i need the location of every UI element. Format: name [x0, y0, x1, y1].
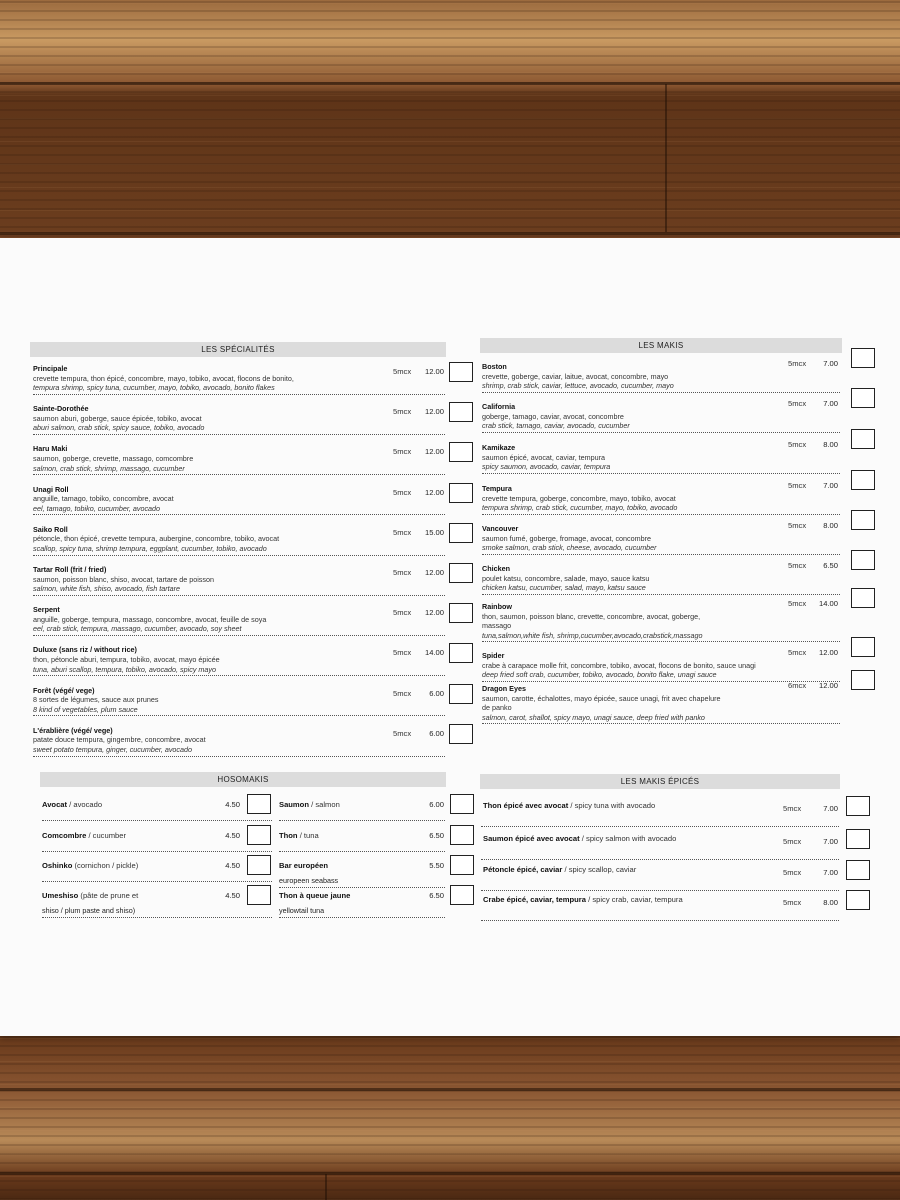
order-quantity-box[interactable]: [449, 603, 473, 623]
item-description-en: 8 kind of vegetables, plum sauce: [33, 704, 138, 714]
item-price: 15.00: [424, 527, 444, 537]
order-quantity-box[interactable]: [846, 796, 870, 816]
item-price: 7.00: [823, 399, 838, 408]
item-name: Comcombre: [42, 831, 87, 840]
floor-seam: [665, 84, 667, 232]
menu-item: [33, 686, 445, 715]
order-quantity-box[interactable]: [247, 855, 271, 875]
item-price: 6.50: [429, 831, 444, 840]
dotted-divider: [481, 890, 839, 891]
item-pieces: 5mcx: [788, 359, 807, 368]
order-quantity-box[interactable]: [449, 362, 473, 382]
item-price: 8.00: [823, 440, 838, 449]
item-price: 4.50: [225, 800, 240, 809]
item-pieces: 5mcx: [788, 521, 807, 530]
item-price: 8.00: [823, 898, 838, 907]
dotted-divider: [482, 392, 840, 393]
order-quantity-box[interactable]: [449, 563, 473, 583]
dotted-divider: [279, 887, 445, 888]
menu-item: [33, 645, 445, 674]
order-quantity-box[interactable]: [450, 825, 474, 845]
item-name: L'érablière (végé/ vege): [33, 725, 113, 735]
spicy-maki-item: [483, 865, 636, 874]
item-translation: shiso / plum paste and shiso): [42, 906, 136, 915]
item-description-fr: saumon aburi, goberge, sauce épicée, tobiko, avocat: [33, 413, 202, 423]
item-description-en: sweet potato tempura, ginger, cucumber, avocado: [33, 744, 193, 754]
item-name: Boston: [482, 362, 507, 371]
dotted-divider: [33, 635, 445, 636]
item-description-fr: saumon, carotte, échalottes, mayo épicée, sauce unagi, frit avec chapelure: [482, 693, 721, 703]
spicy-maki-item: [483, 834, 676, 843]
item-price: 7.00: [823, 868, 838, 877]
item-name: Thon à queue jaune: [279, 891, 351, 900]
order-quantity-box[interactable]: [851, 470, 875, 490]
item-translation: (pâte de prune et: [80, 891, 139, 900]
order-quantity-box[interactable]: [851, 348, 875, 368]
menu-item: [482, 443, 840, 472]
item-pieces: 5mcx: [393, 688, 412, 698]
order-quantity-box[interactable]: [450, 885, 474, 905]
section-title-makis: LES MAKIS: [480, 338, 842, 353]
hosomaki-item: [42, 800, 102, 809]
item-price: 4.50: [225, 891, 240, 900]
spicy-maki-item: [483, 895, 683, 904]
item-pieces: 5mcx: [783, 837, 802, 846]
order-quantity-box[interactable]: [449, 684, 473, 704]
order-quantity-box[interactable]: [450, 794, 474, 814]
item-name: Unagi Roll: [33, 484, 69, 494]
item-pieces: 5mcx: [393, 608, 412, 618]
item-pieces: 5mcx: [783, 868, 802, 877]
item-name: Spider: [482, 651, 505, 660]
section-title-makis-epices: LES MAKIS ÉPICÉS: [480, 774, 840, 789]
menu-item: [482, 602, 840, 640]
order-quantity-box[interactable]: [851, 637, 875, 657]
order-quantity-box[interactable]: [449, 643, 473, 663]
item-description-en: spicy saumon, avocado, caviar, tempura: [482, 462, 611, 472]
item-price: 14.00: [424, 648, 444, 658]
menu-item: [482, 564, 840, 593]
dotted-divider: [279, 851, 445, 852]
item-pieces: 5mcx: [788, 648, 807, 657]
item-price: 7.00: [823, 481, 838, 490]
item-name: Forêt (végé/ vege): [33, 685, 95, 695]
menu-item: [482, 524, 840, 553]
dotted-divider: [33, 394, 445, 395]
item-price: 5.50: [429, 861, 444, 870]
item-pieces: 5mcx: [788, 599, 807, 608]
order-quantity-box[interactable]: [247, 885, 271, 905]
order-quantity-box[interactable]: [247, 825, 271, 845]
dotted-divider: [481, 920, 839, 921]
menu-item: [33, 525, 445, 554]
item-price: 12.00: [424, 568, 444, 577]
item-price: 6.00: [429, 728, 444, 738]
menu-item: [33, 726, 445, 755]
floor-seam: [325, 1174, 327, 1200]
item-price: 6.50: [823, 561, 838, 570]
item-description-fr: saumon, goberge, crevette, massago, comcombre: [33, 453, 194, 463]
menu-item: [482, 684, 840, 722]
hosomaki-item: [279, 861, 328, 870]
item-description-en: salmon, crab stick, shrimp, massago, cucumber: [33, 463, 185, 473]
dotted-divider: [279, 917, 445, 918]
order-quantity-box[interactable]: [449, 724, 473, 744]
item-description-fr: anguille, tamago, tobiko, concombre, avocat: [33, 494, 174, 504]
menu-item: [33, 404, 445, 433]
order-quantity-box[interactable]: [846, 890, 870, 910]
dotted-divider: [482, 723, 840, 724]
item-pieces: 5mcx: [393, 487, 412, 497]
menu-sheet: [0, 238, 900, 1036]
hosomaki-item: [42, 831, 126, 840]
item-description-en: tuna,salmon,white fish, shrimp,cucumber,avocado,crabstick,massago: [482, 630, 703, 640]
item-description-en: smoke salmon, crab stick, cheese, avocado, cucumber: [482, 543, 657, 553]
item-pieces: 6mcx: [788, 681, 807, 690]
order-quantity-box[interactable]: [449, 442, 473, 462]
item-name: California: [482, 402, 516, 411]
order-quantity-box[interactable]: [449, 523, 473, 543]
hosomaki-item: [279, 891, 350, 900]
item-pieces: 5mcx: [393, 447, 412, 457]
item-translation: / spicy scallop, caviar: [564, 865, 637, 874]
item-price: 12.00: [818, 681, 838, 690]
item-translation: (cornichon / pickle): [74, 861, 139, 870]
dotted-divider: [482, 641, 840, 642]
dotted-divider: [33, 715, 445, 716]
item-description-fr: massago: [482, 621, 512, 631]
item-pieces: 5mcx: [393, 527, 412, 537]
order-quantity-box[interactable]: [851, 429, 875, 449]
item-name: Oshinko: [42, 861, 73, 870]
dotted-divider: [42, 851, 272, 852]
dotted-divider: [482, 594, 840, 595]
menu-item: [33, 485, 445, 514]
section-title-specialites: LES SPÉCIALITÉS: [30, 342, 446, 357]
dotted-divider: [482, 554, 840, 555]
item-description-en: scallop, spicy tuna, shrimp tempura, eggplant, cucumber, tobiko, avocado: [33, 543, 267, 553]
dotted-divider: [279, 820, 445, 821]
dotted-divider: [482, 681, 840, 682]
item-name: Principale: [33, 364, 68, 373]
item-price: 7.00: [823, 804, 838, 813]
item-name: Saumon: [279, 800, 309, 809]
item-description-en: salmon, white fish, shiso, avocado, fish tartare: [33, 584, 181, 594]
item-description-en: tempura shrimp, crab stick, cucumber, mayo, tobiko, avocado: [482, 503, 678, 513]
hosomaki-item: [42, 891, 138, 900]
item-pieces: 5mcx: [788, 399, 807, 408]
order-quantity-box[interactable]: [247, 794, 271, 814]
item-description-fr: crevette tempura, goberge, concombre, mayo, tobiko, avocat: [482, 493, 676, 503]
item-name: Chicken: [482, 564, 510, 573]
menu-item: [33, 444, 445, 473]
dotted-divider: [42, 820, 272, 821]
dotted-divider: [33, 514, 445, 515]
item-description-fr: saumon fumé, goberge, fromage, avocat, concombre: [482, 533, 651, 543]
dotted-divider: [33, 595, 445, 596]
menu-item: [33, 565, 445, 594]
item-price: 12.00: [424, 447, 444, 457]
menu-item: [482, 484, 840, 513]
item-name: Saumon épicé avec avocat: [483, 834, 580, 843]
dotted-divider: [482, 432, 840, 433]
dotted-divider: [33, 675, 445, 676]
item-price: 4.50: [225, 831, 240, 840]
item-price: 14.00: [818, 599, 838, 608]
order-quantity-box[interactable]: [449, 402, 473, 422]
hosomaki-item: [42, 861, 138, 870]
order-quantity-box[interactable]: [851, 588, 875, 608]
item-name: Crabe épicé, caviar, tempura: [483, 895, 586, 904]
menu-item: [33, 605, 445, 634]
item-pieces: 5mcx: [783, 804, 802, 813]
item-price: 6.50: [429, 891, 444, 900]
order-quantity-box[interactable]: [851, 670, 875, 690]
item-pieces: 5mcx: [783, 898, 802, 907]
item-translation: / spicy tuna with avocado: [570, 801, 656, 810]
item-description-en: tuna, aburi scallop, tempura, tobiko, avocado, spicy mayo: [33, 664, 216, 674]
item-description-fr: crabe à carapace molle frit, concombre, tobiko, avocat, flocons de bonito, sauce unagi: [482, 660, 756, 670]
menu-item: [482, 651, 840, 680]
floor-seam: [0, 232, 900, 235]
item-description-fr: 8 sortes de légumes, sauce aux prunes: [33, 695, 159, 705]
item-description-fr: pétoncle, thon épicé, crevette tempura, aubergine, concombre, tobiko, avocat: [33, 534, 280, 544]
item-description-fr: thon, saumon, poisson blanc, crevette, concombre, avocat, goberge,: [482, 611, 701, 621]
floor-seam: [0, 1088, 900, 1091]
item-description-fr: patate douce tempura, gingembre, concombre, avocat: [33, 735, 206, 745]
item-description-en: tempura shrimp, spicy tuna, cucumber, mayo, tobiko, avocado, bonito flakes: [33, 383, 275, 393]
order-quantity-box[interactable]: [846, 860, 870, 880]
dotted-divider: [33, 474, 445, 475]
item-price: 12.00: [424, 407, 444, 417]
item-name: Vancouver: [482, 524, 519, 533]
item-pieces: 5mcx: [788, 481, 807, 490]
item-name: Bar européen: [279, 861, 328, 870]
item-pieces: 5mcx: [393, 568, 412, 577]
item-name: Umeshiso: [42, 891, 79, 900]
item-description-en: aburi salmon, crab stick, spicy sauce, tobiko, avocado: [33, 423, 205, 433]
item-price: 12.00: [424, 608, 444, 618]
menu-item: [482, 402, 840, 431]
item-description-fr: poulet katsu, concombre, salade, mayo, sauce katsu: [482, 573, 650, 583]
item-name: Thon: [279, 831, 298, 840]
item-pieces: 5mcx: [393, 367, 412, 376]
item-name: Serpent: [33, 605, 60, 615]
hosomaki-item: [279, 800, 340, 809]
item-name: Tempura: [482, 484, 512, 493]
dotted-divider: [42, 917, 272, 918]
dotted-divider: [33, 555, 445, 556]
item-description-en: shrimp, crab stick, caviar, lettuce, avocado, cucumber, mayo: [482, 381, 674, 391]
menu-item: [33, 364, 445, 393]
item-description-en: deep fried soft crab, cucumber, tobiko, avocado, bonito flake, unagi sauce: [482, 670, 717, 680]
item-translation: / avocado: [69, 800, 103, 809]
item-name: Saiko Roll: [33, 524, 68, 534]
dotted-divider: [33, 434, 445, 435]
item-translation: / salmon: [311, 800, 340, 809]
item-price: 12.00: [424, 487, 444, 497]
menu-item: [482, 362, 840, 391]
item-pieces: 5mcx: [788, 440, 807, 449]
item-translation: / spicy salmon with avocado: [581, 834, 677, 843]
item-name: Kamikaze: [482, 443, 516, 452]
item-price: 4.50: [225, 861, 240, 870]
item-description-en: salmon, carot, shallot, spicy mayo, unagi sauce, deep fried with panko: [482, 712, 705, 722]
item-price: 7.00: [823, 359, 838, 368]
item-price: 6.00: [429, 688, 444, 698]
item-name: Tartar Roll (frit / fried): [33, 565, 107, 574]
order-quantity-box[interactable]: [851, 510, 875, 530]
dotted-divider: [482, 514, 840, 515]
order-quantity-box[interactable]: [851, 550, 875, 570]
order-quantity-box[interactable]: [450, 855, 474, 875]
item-name: Duluxe (sans riz / without rice): [33, 645, 137, 655]
item-translation: yellowtail tuna: [279, 906, 325, 915]
item-description-fr: goberge, tamago, caviar, avocat, concombre: [482, 411, 624, 421]
dotted-divider: [481, 859, 839, 860]
item-pieces: 5mcx: [393, 728, 412, 738]
item-translation: / spicy crab, caviar, tempura: [588, 895, 683, 904]
item-translation: / tuna: [299, 831, 319, 840]
item-name: Pétoncle épicé, caviar: [483, 865, 563, 874]
item-price: 12.00: [424, 367, 444, 376]
item-translation: / cucumber: [88, 831, 126, 840]
item-description-fr: anguille, goberge, tempura, massago, concombre, avocat, feuille de soya: [33, 614, 267, 624]
item-name: Avocat: [42, 800, 68, 809]
item-translation: europeen seabass: [279, 876, 339, 885]
floor-seam: [0, 1172, 900, 1175]
item-name: Dragon Eyes: [482, 684, 526, 693]
item-description-fr: crevette, goberge, caviar, laitue, avocat, concombre, mayo: [482, 371, 669, 381]
item-pieces: 5mcx: [788, 561, 807, 570]
order-quantity-box[interactable]: [851, 388, 875, 408]
item-description-fr: thon, pétoncle aburi, tempura, tobiko, avocat, mayo épicée: [33, 654, 220, 664]
item-description-en: crab stick, tamago, caviar, avocado, cucumber: [482, 421, 630, 431]
item-pieces: 5mcx: [393, 648, 412, 658]
dotted-divider: [33, 756, 445, 757]
order-quantity-box[interactable]: [846, 829, 870, 849]
item-description-fr: saumon épicé, avocat, caviar, tempura: [482, 452, 606, 462]
dotted-divider: [482, 473, 840, 474]
item-price: 7.00: [823, 837, 838, 846]
spicy-maki-item: [483, 801, 655, 810]
item-price: 12.00: [818, 648, 838, 657]
section-title-hosomakis: HOSOMAKIS: [40, 772, 446, 787]
item-description-fr: crevette tempura, thon épicé, concombre, mayo, tobiko, avocat, flocons de bonito,: [33, 373, 294, 383]
dotted-divider: [42, 881, 272, 882]
item-description-en: eel, tamago, tobiko, cucumber, avocado: [33, 503, 161, 513]
order-quantity-box[interactable]: [449, 483, 473, 503]
item-name: Sainte-Dorothée: [33, 404, 89, 414]
item-name: Rainbow: [482, 602, 512, 611]
item-description-en: eel, crab stick, tempura, massago, cucumber, avocado, soy sheet: [33, 624, 242, 634]
item-price: 6.00: [429, 800, 444, 809]
item-pieces: 5mcx: [393, 407, 412, 417]
item-name: Haru Maki: [33, 444, 68, 454]
hosomaki-item: [279, 831, 319, 840]
item-description-fr: de panko: [482, 703, 512, 713]
item-price: 8.00: [823, 521, 838, 530]
dotted-divider: [481, 826, 839, 827]
floor-seam: [0, 82, 900, 85]
item-name: Thon épicé avec avocat: [483, 801, 569, 810]
item-description-fr: saumon, poisson blanc, shiso, avocat, tartare de poisson: [33, 574, 214, 584]
item-description-en: chicken katsu, cucumber, salad, mayo, katsu sauce: [482, 583, 646, 593]
